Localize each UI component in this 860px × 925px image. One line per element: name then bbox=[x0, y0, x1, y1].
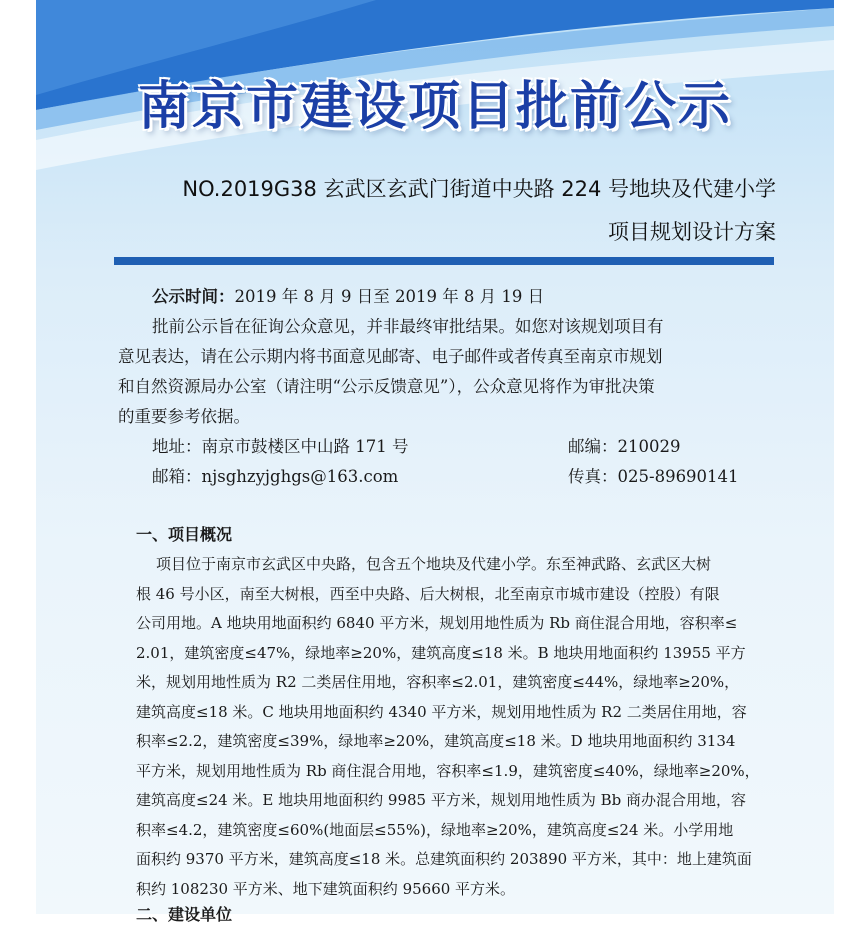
paragraph-line: 公司用地。A 地块用地面积约 6840 平方米，规划用地性质为 Rb 商住混合用地，容积率≤ bbox=[136, 614, 738, 632]
section-project-overview bbox=[136, 520, 826, 904]
banner-title: 南京市建设项目批前公示 bbox=[137, 77, 732, 137]
section-heading-cutoff: 二、建设单位 bbox=[136, 905, 233, 924]
paragraph-line: 建筑高度≤18 米。C 地块用地面积约 4340 平方米，规划用地性质为 R2 二类居住用地，容 bbox=[136, 702, 747, 721]
email-text: 邮箱：njsghzyjghgs@163.com bbox=[152, 467, 399, 486]
paragraph-line: 平方米，规划用地性质为 Rb 商住混合用地，容积率≤1.9，建筑密度≤40%，绿地率≥20%， bbox=[136, 761, 760, 780]
notice-body-line: 的重要参考依据。 bbox=[118, 407, 250, 426]
paragraph-line: 积率≤2.2，建筑密度≤39%，绿地率≥20%，建筑高度≤18 米。D 地块用地面积约 3134 bbox=[136, 732, 736, 750]
document-page bbox=[36, 0, 834, 924]
paragraph-line: 面积约 9370 平方米，建筑高度≤18 米。总建筑面积约 203890 平方米，其中：地上建筑面 bbox=[136, 850, 752, 868]
contact-row-2 bbox=[118, 462, 778, 492]
project-title-line-2: 项目规划设计方案 bbox=[608, 220, 776, 244]
paragraph-line: 2.01，建筑密度≤47%，绿地率≥20%，建筑高度≤18 米。B 地块用地面积约 13955 平方 bbox=[136, 643, 746, 662]
paragraph-line: 根 46 号小区，南至大树根，西至中央路、后大树根，北至南京市城市建设（控股）有限 bbox=[136, 584, 720, 603]
title-divider bbox=[114, 257, 774, 265]
paragraph-line: 米，规划用地性质为 R2 二类居住用地，容积率≤2.01，建筑密度≤44%，绿地率≥20%， bbox=[136, 673, 740, 691]
notice-body-line: 和自然资源局办公室（请注明“公示反馈意见”），公众意见将作为审批决策 bbox=[118, 377, 655, 396]
notice-block bbox=[118, 282, 778, 492]
notice-body-line: 批前公示旨在征询公众意见，并非最终审批结果。如您对该规划项目有 bbox=[152, 317, 664, 336]
notice-period bbox=[118, 282, 778, 312]
period-value: 2019 年 8 月 9 日至 2019 年 8 月 19 日 bbox=[234, 287, 545, 306]
address-text: 地址：南京市鼓楼区中山路 171 号 bbox=[152, 437, 409, 456]
notice-body-line: 意见表达，请在公示期内将书面意见邮寄、电子邮件或者传真至南京市规划 bbox=[118, 347, 663, 366]
fax-text: 传真：025-89690141 bbox=[568, 467, 739, 486]
section-heading: 一、项目概况 bbox=[136, 525, 233, 544]
paragraph-line: 项目位于南京市玄武区中央路，包含五个地块及代建小学。东至神武路、玄武区大树 bbox=[156, 555, 712, 573]
postcode-text: 邮编：210029 bbox=[568, 437, 681, 456]
contact-row-1 bbox=[118, 432, 778, 462]
project-title-line-1: NO.2019G38 玄武区玄武门街道中央路 224 号地块及代建小学 bbox=[182, 177, 776, 201]
period-label: 公示时间： bbox=[152, 287, 235, 306]
paragraph-line: 积率≤4.2，建筑密度≤60%(地面层≤55%)，绿地率≥20%，建筑高度≤24 米。小学用地 bbox=[136, 820, 734, 839]
paragraph-line: 积约 108230 平方米、地下建筑面积约 95660 平方米。 bbox=[136, 879, 516, 898]
paragraph-line: 建筑高度≤24 米。E 地块用地面积约 9985 平方米，规划用地性质为 Bb 商办混合用地，容 bbox=[136, 791, 747, 809]
